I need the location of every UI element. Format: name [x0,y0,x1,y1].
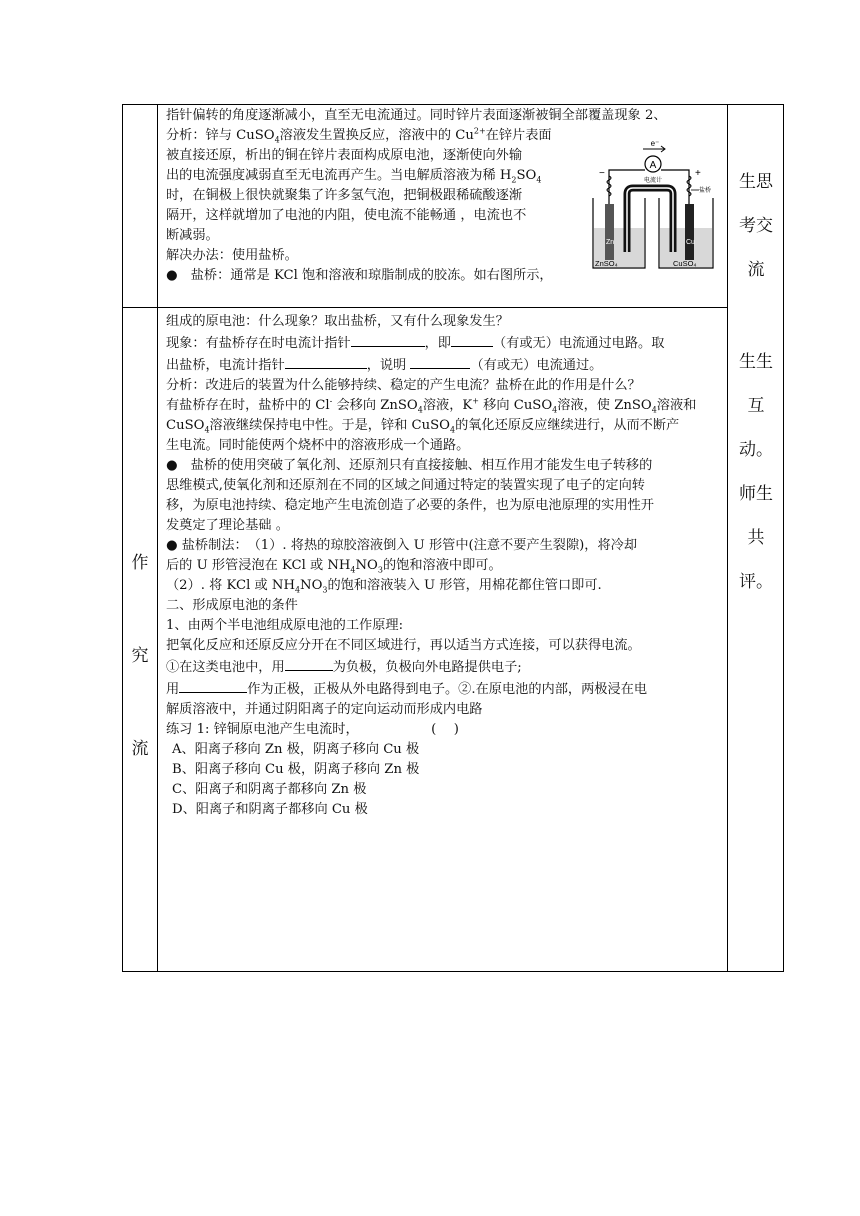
blank-4[interactable] [410,354,470,369]
blank-1[interactable] [351,332,425,347]
main-content-cell [166,312,696,820]
main-line-2: 现象：有盐桥存在时电流计指针 ，即 （有或无）电流通过电路。取 [166,332,696,354]
top-line-6: 隔开，这样就增加了电池的内阻，使电流不能畅通 ，电流也不 [166,208,527,223]
zn-electrode [605,204,614,260]
blank-2[interactable] [451,332,493,347]
electron-label: e⁻ [650,139,660,148]
blank-6[interactable] [179,678,247,693]
main-line-3: 出盐桥，电流计指针 ，说明 （有或无）电流通过。 [166,354,696,376]
ammeter-label: A [649,160,657,171]
left-col-label-3: 流 [131,739,149,759]
cu-label: Cu [686,239,695,246]
option-c[interactable]: C、阳离子和阴离子都移向 Zn 极 [172,782,367,797]
salt-bridge-diagram [587,132,722,272]
exercise-question: 练习 1: 锌铜原电池产生电流时， ( ) [166,722,459,737]
main-line-7: 生电流。同时能使两个烧杯中的溶液形成一个通路。 [166,438,470,453]
table-bottom-border [122,971,784,972]
main-line-12: ● 盐桥制法： （1）. 将热的琼胶溶液倒入 U 形管中(注意不要产生裂隙)，将冷却 [166,538,638,553]
option-a[interactable]: A、阳离子移向 Zn 极，阴离子移向 Cu 极 [172,742,420,757]
top-line-8: 解决办法：使用盐桥。 [166,248,298,263]
blank-5[interactable] [285,656,333,671]
main-line-13: 后的 U 形管浸泡在 KCl 或 $NH_4NO_3$的饱和溶液中即可。 [166,558,502,575]
main-line-4: 分析：改进后的装置为什么能够持续、稳定的产生电流？盐桥在此的作用是什么？ [166,378,641,393]
minus-sign: − [599,168,605,179]
main-line-9: 思维模式,使氧化剂和还原剂在不同的区域之间通过特定的装置实现了电子的定向转 [166,478,645,493]
left-solution-label: ZnSO₄ [595,259,618,268]
top-line-3: 被直接还原，析出的铜在锌片表面构成原电池，逐渐使向外输 [166,148,523,163]
option-b[interactable]: B、阳离子移向 Cu 极，阴离子移向 Zn 极 [172,762,420,777]
main-line-10: 移，为原电池持续、稳定地产生电流创造了必要的条件，也为原电池原理的实用性开 [166,498,654,513]
table-row-divider [122,307,728,308]
salt-bridge-label: 盐桥 [699,188,712,194]
table-col-divider-1 [157,104,158,972]
top-line-5: 时，在铜极上很快就聚集了许多氢气泡，把铜极跟稀硫酸逐渐 [166,188,523,203]
left-col-label-2: 究 [131,646,149,666]
main-line-14: （2）. 将 KCl 或 $NH_4NO_3$的饱和溶液装入 U 形管，用棉花都住管口即可. [166,578,602,595]
main-line-19: 用 作为正极，正极从外电路得到电子。②.在原电池的内部，两极浸在电 [166,678,696,700]
right-solution-label: CuSO₄ [673,259,697,268]
top-line-9: ● 盐桥：通常是 KCl 饱和溶液和琼脂制成的胶冻。如右图所示， [166,268,553,283]
zn-label: Zn [606,239,615,246]
right-col-top: 生思 考交 流 [739,172,773,280]
main-line-11: 发奠定了理论基础 。 [166,518,289,533]
top-line-7: 断减弱。 [166,228,219,243]
table-left-border [122,104,123,972]
main-line-1: 组成的原电池：什么现象？取出盐桥，又有什么现象发生？ [166,314,509,329]
cu-electrode [685,204,694,260]
meter-label: 电流计 [643,178,663,184]
left-col-label-1: 作 [131,553,149,573]
table-top-border [122,104,784,105]
main-line-16: 1、由两个半电池组成原电池的工作原理: [166,618,404,633]
main-line-5: 有盐桥存在时，盐桥中的 Cl- 会移向 ZnSO$_4$溶液，K+ 移向 CuSO$_4$溶液，使 ZnSO$_4$溶液和 [166,396,697,415]
main-line-17: 把氧化反应和还原反应分开在不同区域进行，再以适当方式连接，可以获得电流。 [166,638,641,653]
blank-3[interactable] [285,354,367,369]
section-heading: 二、形成原电池的条件 [166,598,298,613]
top-line-4: 出的电流强度减弱直至无电流再产生。当电解质溶液为稀 $H_2SO_4$ [166,168,542,185]
main-line-6: CuSO$_4$溶液继续保持电中性。于是，锌和 CuSO$_4$的氧化还原反应继续进行，从而不断产 [166,418,680,435]
option-d[interactable]: D、阳离子和阴离子都移向 Cu 极 [172,802,368,817]
top-line-1: 指针偏转的角度逐渐减小，直至无电流通过。同时锌片表面逐渐被铜全部覆盖现象 2、 [166,108,667,123]
main-line-8: ● 盐桥的使用突破了氧化剂、还原剂只有直接接触、相互作用才能发生电子转移的 [166,458,653,473]
main-line-20: 解质溶液中，并通过阴阳离子的定向运动而形成内电路 [166,702,483,717]
plus-sign: + [695,168,701,179]
top-line-2: 分析：锌与 CuSO$_4$溶液发生置换反应，溶液中的 $Cu^{2+}$在锌片表面 [166,126,552,145]
right-col-bottom: 生生 互 动。 师生 共 评。 [739,352,773,592]
main-line-18: ①在这类电池中，用 为负极，负极向外电路提供电子; [166,656,696,678]
